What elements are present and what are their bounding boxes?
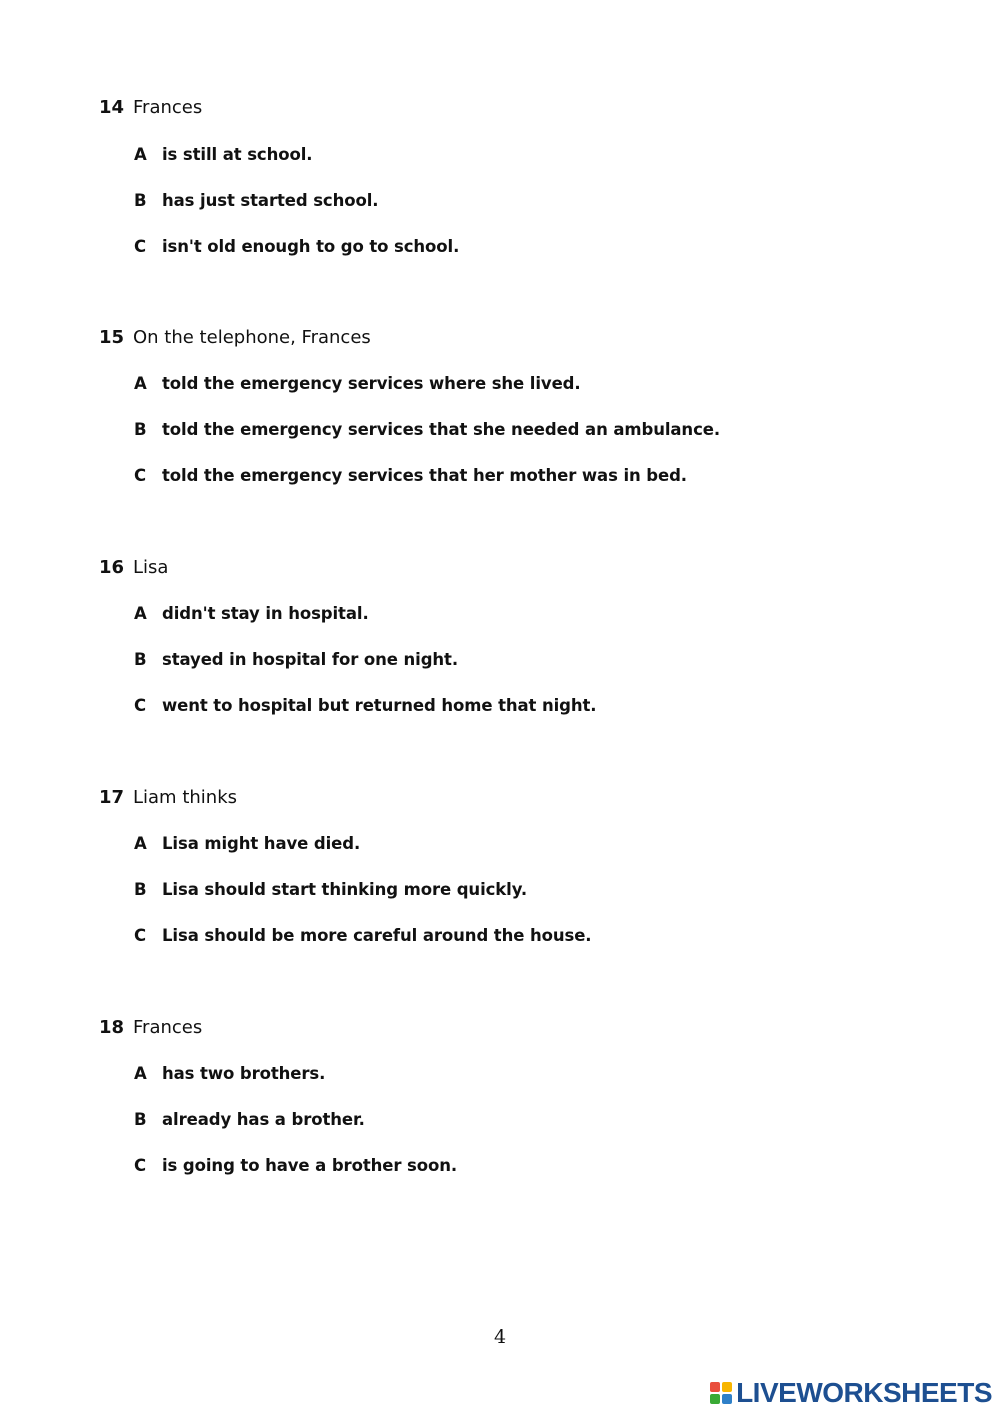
- option-text: Lisa should be more careful around the house.: [162, 926, 592, 945]
- option-letter: C: [134, 926, 147, 945]
- question-stem: [99, 1017, 899, 1039]
- question-text: Liam thinks: [133, 787, 237, 808]
- option-letter: B: [134, 650, 147, 669]
- option-text: has two brothers.: [162, 1064, 326, 1083]
- option-a[interactable]: [134, 144, 312, 166]
- question-stem: [99, 787, 899, 809]
- question-text: Frances: [133, 1017, 203, 1038]
- option-b[interactable]: [134, 419, 720, 441]
- option-text: told the emergency services that her mother was in bed.: [162, 466, 687, 485]
- question-stem: [99, 327, 899, 349]
- option-text: told the emergency services that she needed an ambulance.: [162, 420, 721, 439]
- question-stem: [99, 557, 899, 579]
- option-c[interactable]: [134, 1155, 457, 1177]
- option-a[interactable]: [134, 373, 581, 395]
- question-text: Frances: [133, 97, 203, 118]
- option-letter: A: [134, 834, 147, 853]
- question-text: Lisa: [133, 557, 169, 578]
- option-text: is going to have a brother soon.: [162, 1156, 458, 1175]
- option-text: Lisa should start thinking more quickly.: [162, 880, 528, 899]
- option-a[interactable]: [134, 1063, 325, 1085]
- question-number: 16: [99, 557, 125, 578]
- option-text: told the emergency services where she lived.: [162, 374, 581, 393]
- option-b[interactable]: [134, 649, 458, 671]
- option-b[interactable]: [134, 879, 527, 901]
- option-text: went to hospital but returned home that night.: [162, 696, 597, 715]
- option-letter: C: [134, 696, 147, 715]
- option-a[interactable]: [134, 603, 369, 625]
- liveworksheets-brand: [710, 1378, 992, 1408]
- option-text: has just started school.: [162, 191, 379, 210]
- option-letter: C: [134, 466, 147, 485]
- option-letter: C: [134, 1156, 147, 1175]
- option-c[interactable]: [134, 236, 459, 258]
- option-letter: B: [134, 420, 147, 439]
- question-number: 17: [99, 787, 125, 808]
- question-17: [99, 787, 899, 945]
- liveworksheets-logo-icon: [710, 1382, 732, 1404]
- logo-square: [710, 1394, 720, 1404]
- option-c[interactable]: [134, 695, 596, 717]
- option-letter: A: [134, 145, 147, 164]
- question-14: [99, 97, 899, 256]
- option-b[interactable]: [134, 1109, 365, 1131]
- question-number: 18: [99, 1017, 125, 1038]
- option-letter: B: [134, 1110, 147, 1129]
- question-text: On the telephone, Frances: [133, 327, 371, 348]
- logo-square: [722, 1394, 732, 1404]
- question-number: 14: [99, 97, 125, 118]
- option-text: already has a brother.: [162, 1110, 365, 1129]
- page-number: 4: [493, 1326, 507, 1348]
- option-text: is still at school.: [162, 145, 313, 164]
- option-text: stayed in hospital for one night.: [162, 650, 459, 669]
- question-18: [99, 1017, 899, 1175]
- option-letter: A: [134, 374, 147, 393]
- question-stem: [99, 97, 899, 119]
- option-letter: B: [134, 191, 147, 210]
- option-text: Lisa might have died.: [162, 834, 361, 853]
- option-text: didn't stay in hospital.: [162, 604, 369, 623]
- option-b[interactable]: [134, 190, 378, 212]
- option-letter: B: [134, 880, 147, 899]
- option-text: isn't old enough to go to school.: [162, 237, 460, 256]
- option-letter: A: [134, 1064, 147, 1083]
- option-letter: A: [134, 604, 147, 623]
- option-letter: C: [134, 237, 147, 256]
- question-15: [99, 327, 899, 485]
- question-number: 15: [99, 327, 125, 348]
- question-16: [99, 557, 899, 715]
- logo-square: [722, 1382, 732, 1392]
- logo-square: [710, 1382, 720, 1392]
- brand-name: LIVEWORKSHEETS: [736, 1377, 992, 1408]
- option-c[interactable]: [134, 925, 591, 947]
- option-a[interactable]: [134, 833, 360, 855]
- option-c[interactable]: [134, 465, 687, 487]
